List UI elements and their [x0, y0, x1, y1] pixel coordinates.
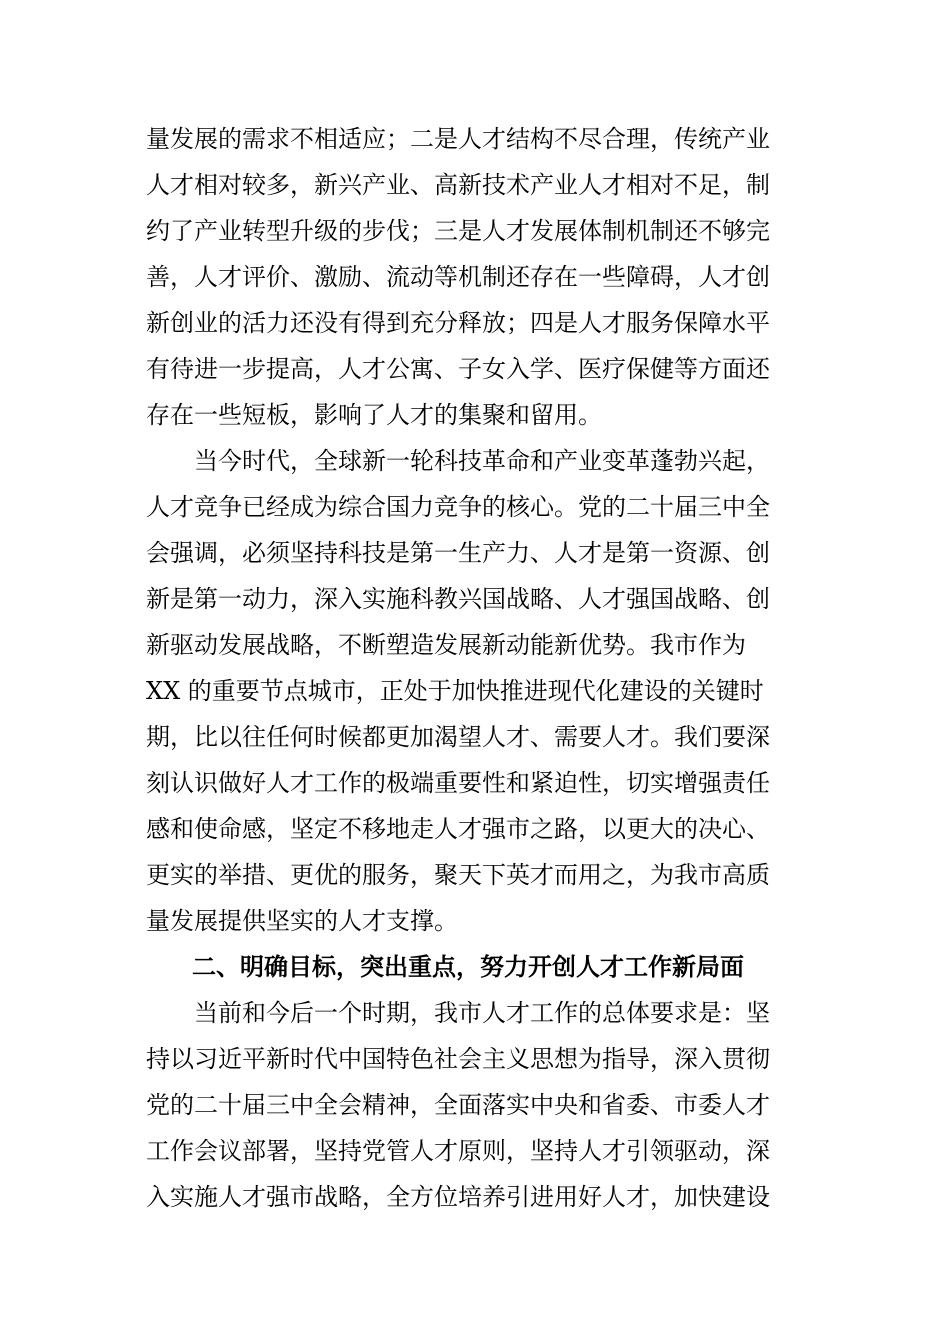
text-line: 约了产业转型升级的步伐；三是人才发展体制机制还不够完: [146, 217, 770, 245]
text-line: 入实施人才强市战略，全方位培养引进用好人才，加快建设: [146, 1183, 770, 1211]
text-line: 党的二十届三中全会精神，全面落实中央和省委、市委人才: [146, 1091, 770, 1119]
text-line: 刻认识做好人才工作的极端重要性和紧迫性，切实增强责任: [146, 769, 770, 797]
text-line: 新创业的活力还没有得到充分释放；四是人才服务保障水平: [146, 309, 770, 337]
text-line: 有待进一步提高，人才公寓、子女入学、医疗保健等方面还: [146, 355, 770, 383]
text-line: 期，比以往任何时候都更加渴望人才、需要人才。我们要深: [146, 723, 770, 751]
text-line: 善，人才评价、激励、流动等机制还存在一些障碍，人才创: [146, 263, 770, 291]
text-line: 持以习近平新时代中国特色社会主义思想为指导，深入贯彻: [146, 1045, 770, 1073]
paragraph-first-line: 当前和今后一个时期，我市人才工作的总体要求是：坚: [194, 999, 770, 1027]
paragraph-first-line: 当今时代，全球新一轮科技革命和产业变革蓬勃兴起，: [194, 447, 770, 475]
text-line: 量发展的需求不相适应；二是人才结构不尽合理，传统产业: [146, 125, 770, 153]
text-line: 新驱动发展战略，不断塑造发展新动能新优势。我市作为: [146, 631, 746, 659]
text-line: 新是第一动力，深入实施科教兴国战略、人才强国战略、创: [146, 585, 770, 613]
text-line: 量发展提供坚实的人才支撑。: [146, 907, 458, 935]
text-line: 会强调，必须坚持科技是第一生产力、人才是第一资源、创: [146, 539, 770, 567]
text-line: 存在一些短板，影响了人才的集聚和留用。: [146, 401, 602, 429]
text-line: 工作会议部署，坚持党管人才原则，坚持人才引领驱动，深: [146, 1137, 770, 1165]
section-heading: 二、明确目标，突出重点，努力开创人才工作新局面: [192, 953, 744, 981]
text-line: 人才竞争已经成为综合国力竞争的核心。党的二十届三中全: [146, 493, 770, 521]
text-line: 更实的举措、更优的服务，聚天下英才而用之，为我市高质: [146, 861, 770, 889]
text-line: XX 的重要节点城市，正处于加快推进现代化建设的关键时: [146, 677, 764, 705]
text-line: 感和使命感，坚定不移地走人才强市之路，以更大的决心、: [146, 815, 770, 843]
text-line: 人才相对较多，新兴产业、高新技术产业人才相对不足，制: [146, 171, 770, 199]
